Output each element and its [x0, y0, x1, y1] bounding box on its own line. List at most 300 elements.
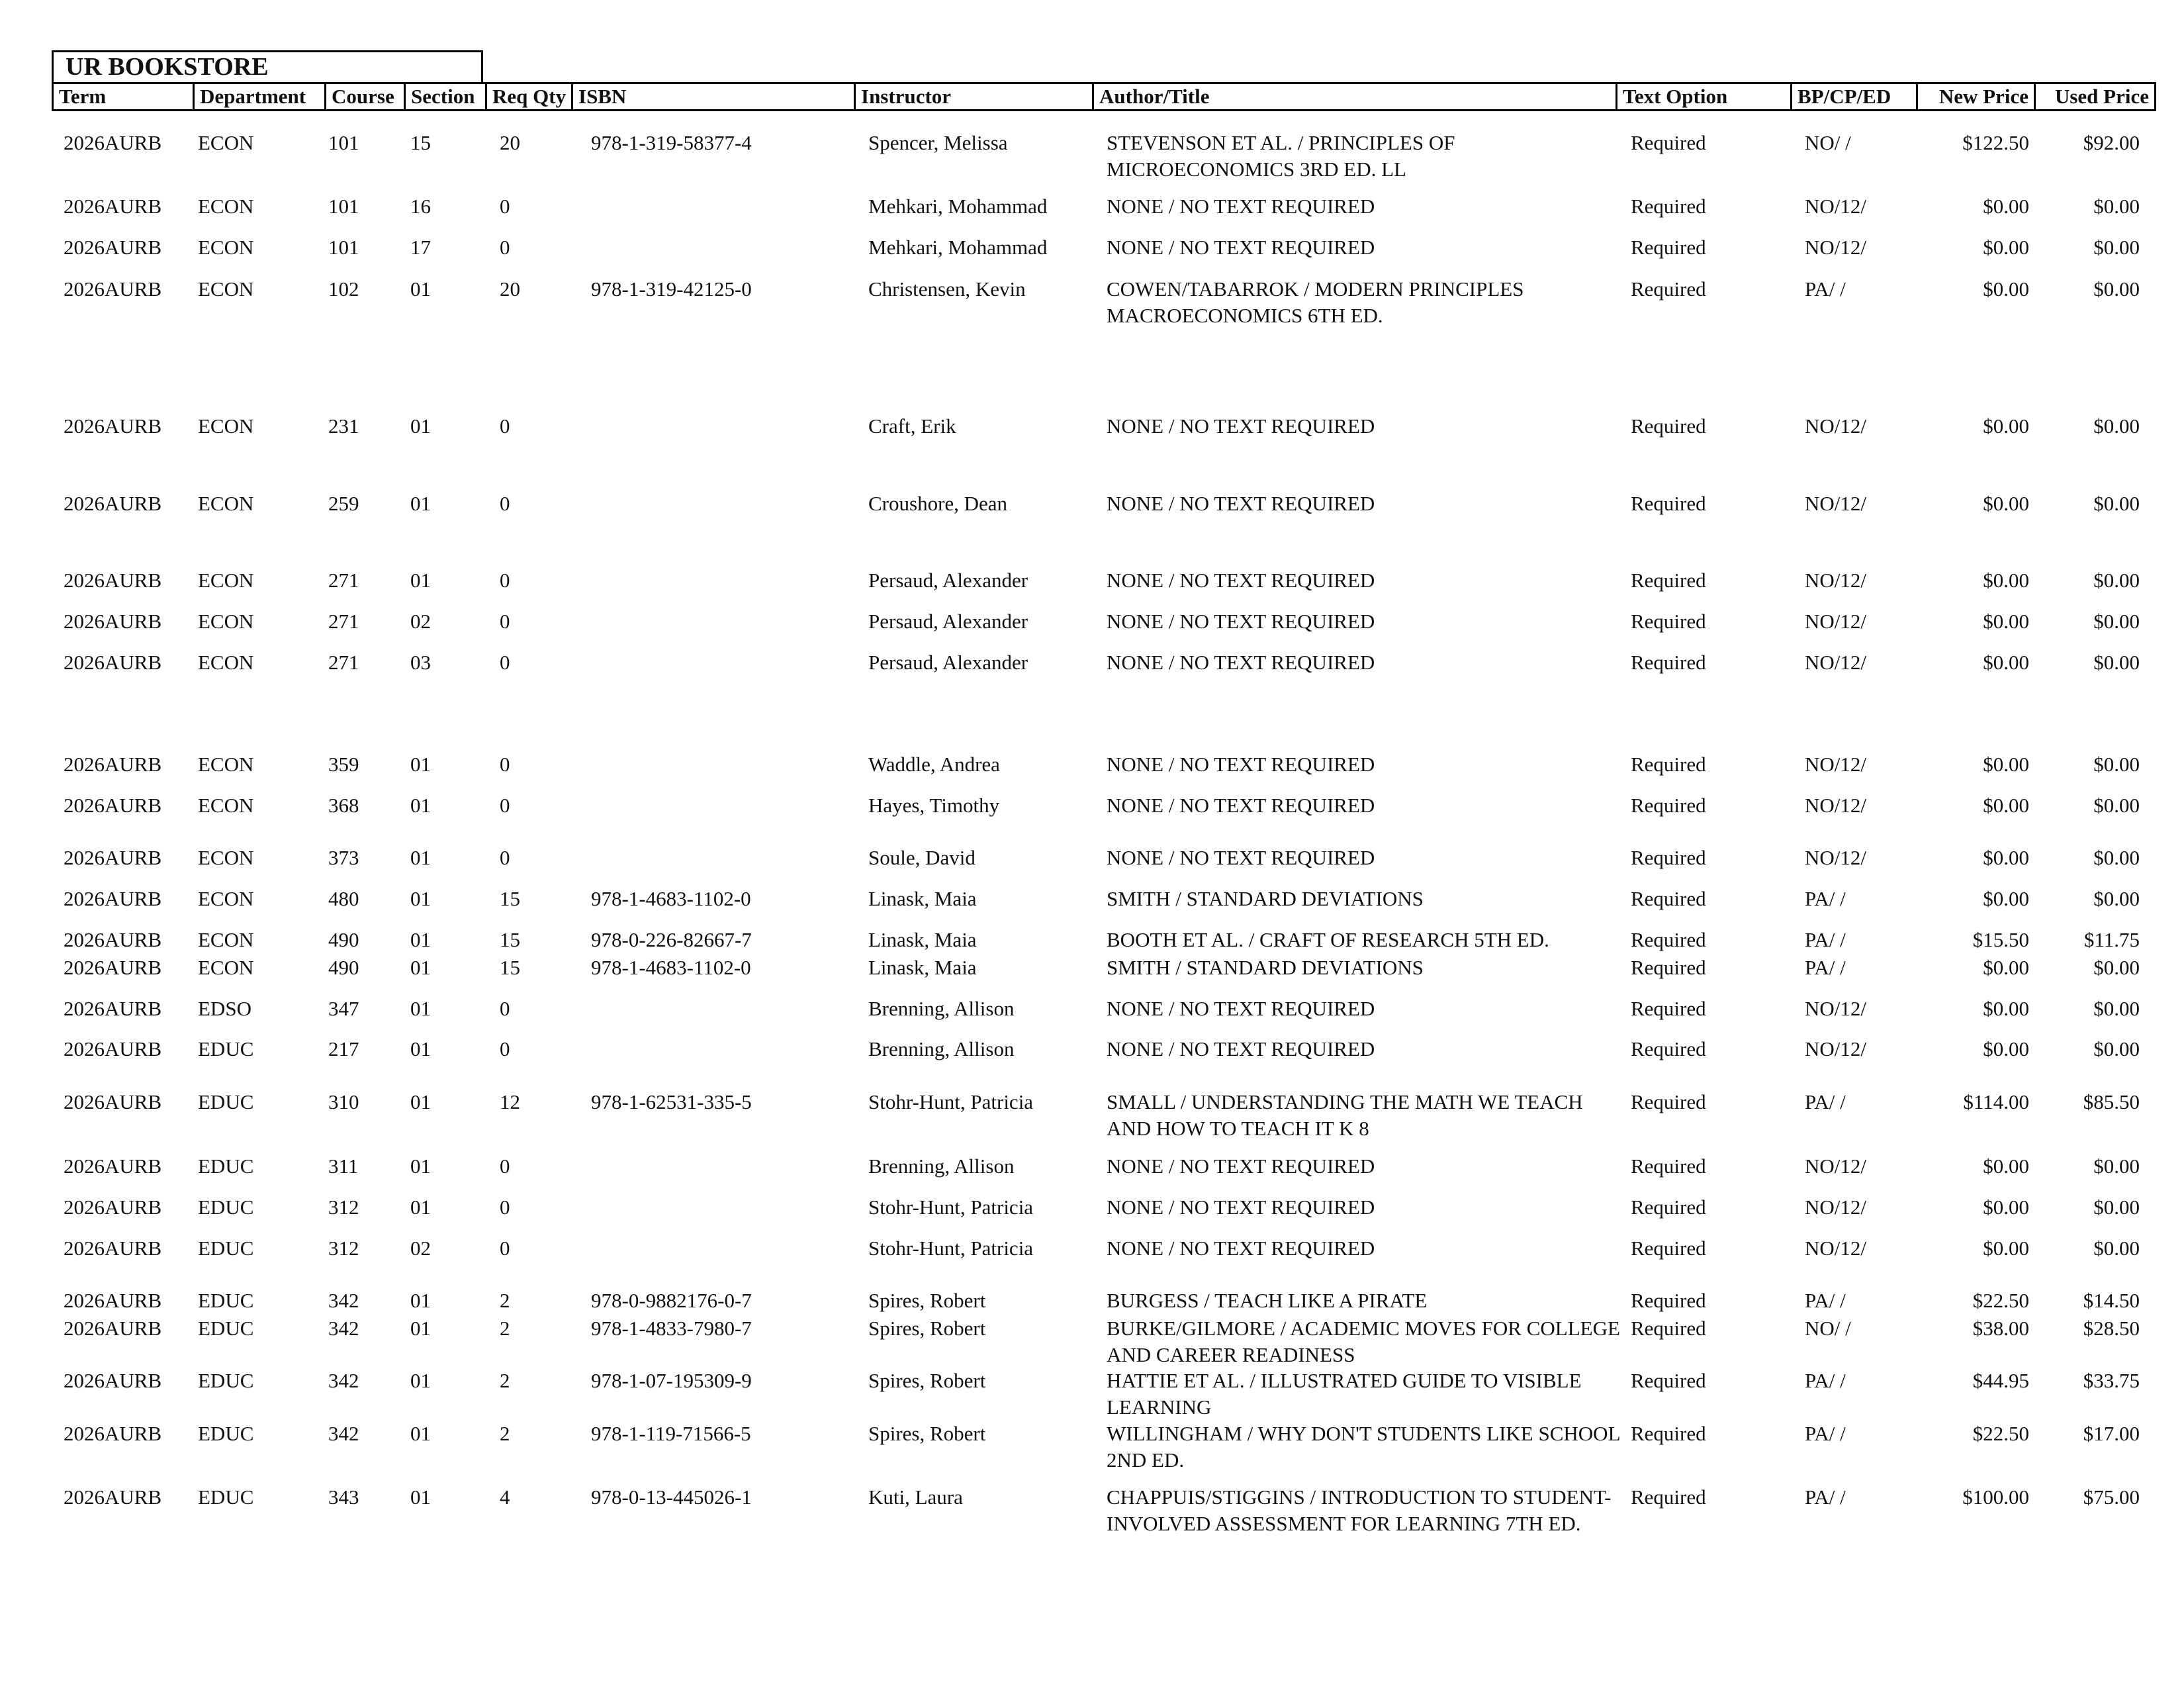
- cell-new-price: $0.00: [1983, 794, 2029, 817]
- cell-author-title: SMITH / STANDARD DEVIATIONS: [1107, 956, 1424, 979]
- cell-department: ECON: [198, 131, 254, 154]
- cell-text-option: Required: [1631, 1485, 1706, 1509]
- cell-section: 01: [410, 753, 431, 776]
- cell-bp-cp-ed: NO/12/: [1805, 236, 1866, 259]
- cell-course: 347: [328, 997, 359, 1020]
- cell-department: ECON: [198, 651, 254, 674]
- cell-author-title: NONE / NO TEXT REQUIRED: [1107, 195, 1375, 218]
- cell-section: 01: [410, 887, 431, 910]
- cell-course: 480: [328, 887, 359, 910]
- cell-section: 01: [410, 1196, 431, 1219]
- cell-section: 01: [410, 569, 431, 592]
- cell-instructor: Stohr-Hunt, Patricia: [868, 1090, 1034, 1113]
- cell-bp-cp-ed: NO/12/: [1805, 1154, 1866, 1178]
- cell-section: 02: [410, 610, 431, 633]
- cell-section: 01: [410, 846, 431, 869]
- cell-department: ECON: [198, 236, 254, 259]
- cell-used-price: $0.00: [2093, 846, 2140, 869]
- cell-author-title: NONE / NO TEXT REQUIRED: [1107, 569, 1375, 592]
- cell-text-option: Required: [1631, 277, 1706, 301]
- cell-section: 01: [410, 1037, 431, 1060]
- cell-text-option: Required: [1631, 928, 1706, 951]
- cell-instructor: Hayes, Timothy: [868, 794, 1000, 817]
- header-course: Course: [324, 84, 404, 109]
- cell-new-price: $0.00: [1983, 236, 2029, 259]
- cell-instructor: Craft, Erik: [868, 414, 956, 438]
- cell-req-qty: 0: [500, 1154, 510, 1178]
- cell-term: 2026AURB: [64, 610, 162, 633]
- cell-section: 16: [410, 195, 431, 218]
- cell-bp-cp-ed: PA/ /: [1805, 928, 1846, 951]
- cell-new-price: $0.00: [1983, 195, 2029, 218]
- cell-req-qty: 20: [500, 131, 520, 154]
- cell-section: 01: [410, 956, 431, 979]
- cell-req-qty: 0: [500, 1196, 510, 1219]
- cell-instructor: Brenning, Allison: [868, 1154, 1015, 1178]
- cell-course: 101: [328, 236, 359, 259]
- cell-term: 2026AURB: [64, 1196, 162, 1219]
- cell-used-price: $0.00: [2093, 492, 2140, 515]
- cell-term: 2026AURB: [64, 1237, 162, 1260]
- cell-isbn: 978-1-4683-1102-0: [591, 956, 751, 979]
- cell-section: 01: [410, 1369, 431, 1392]
- cell-bp-cp-ed: PA/ /: [1805, 1289, 1846, 1312]
- cell-isbn: 978-1-4833-7980-7: [591, 1317, 752, 1340]
- cell-term: 2026AURB: [64, 1317, 162, 1340]
- cell-section: 01: [410, 794, 431, 817]
- cell-author-title: NONE / NO TEXT REQUIRED: [1107, 794, 1375, 817]
- cell-term: 2026AURB: [64, 1422, 162, 1445]
- cell-instructor: Stohr-Hunt, Patricia: [868, 1237, 1034, 1260]
- cell-author-title: SMITH / STANDARD DEVIATIONS: [1107, 887, 1424, 910]
- cell-text-option: Required: [1631, 1317, 1706, 1340]
- cell-instructor: Spires, Robert: [868, 1289, 986, 1312]
- cell-req-qty: 4: [500, 1485, 510, 1509]
- cell-req-qty: 0: [500, 753, 510, 776]
- cell-term: 2026AURB: [64, 1090, 162, 1113]
- cell-isbn: 978-0-13-445026-1: [591, 1485, 752, 1509]
- cell-req-qty: 2: [500, 1422, 510, 1445]
- cell-isbn: 978-1-4683-1102-0: [591, 887, 751, 910]
- cell-text-option: Required: [1631, 956, 1706, 979]
- cell-instructor: Persaud, Alexander: [868, 651, 1028, 674]
- cell-department: ECON: [198, 794, 254, 817]
- cell-course: 342: [328, 1289, 359, 1312]
- cell-department: EDUC: [198, 1485, 254, 1509]
- cell-author-title: NONE / NO TEXT REQUIRED: [1107, 414, 1375, 438]
- cell-section: 01: [410, 1317, 431, 1340]
- cell-term: 2026AURB: [64, 887, 162, 910]
- cell-author-title: NONE / NO TEXT REQUIRED: [1107, 753, 1375, 776]
- cell-bp-cp-ed: NO/12/: [1805, 1237, 1866, 1260]
- cell-author-title: STEVENSON ET AL. / PRINCIPLES OF MICROECONOMICS 3RD ED. LL: [1107, 131, 1455, 181]
- cell-text-option: Required: [1631, 414, 1706, 438]
- cell-instructor: Linask, Maia: [868, 928, 977, 951]
- cell-new-price: $122.50: [1962, 131, 2029, 154]
- cell-new-price: $38.00: [1972, 1317, 2029, 1340]
- cell-author-title: CHAPPUIS/STIGGINS / INTRODUCTION TO STUDENT-INVOLVED ASSESSMENT FOR LEARNING 7TH ED.: [1107, 1485, 1612, 1535]
- cell-text-option: Required: [1631, 753, 1706, 776]
- cell-course: 373: [328, 846, 359, 869]
- cell-term: 2026AURB: [64, 277, 162, 301]
- cell-req-qty: 2: [500, 1369, 510, 1392]
- cell-used-price: $0.00: [2093, 236, 2140, 259]
- cell-bp-cp-ed: PA/ /: [1805, 1485, 1846, 1509]
- cell-req-qty: 0: [500, 195, 510, 218]
- cell-text-option: Required: [1631, 236, 1706, 259]
- cell-course: 311: [328, 1154, 359, 1178]
- cell-req-qty: 15: [500, 956, 520, 979]
- cell-course: 271: [328, 651, 359, 674]
- cell-term: 2026AURB: [64, 1154, 162, 1178]
- cell-new-price: $22.50: [1972, 1422, 2029, 1445]
- cell-author-title: WILLINGHAM / WHY DON'T STUDENTS LIKE SCHOOL 2ND ED.: [1107, 1422, 1620, 1472]
- cell-used-price: $17.00: [2083, 1422, 2140, 1445]
- cell-new-price: $100.00: [1962, 1485, 2029, 1509]
- cell-department: ECON: [198, 887, 254, 910]
- cell-text-option: Required: [1631, 846, 1706, 869]
- cell-used-price: $0.00: [2093, 610, 2140, 633]
- header-new-price: New Price: [1916, 84, 2034, 109]
- cell-instructor: Persaud, Alexander: [868, 569, 1028, 592]
- cell-department: ECON: [198, 753, 254, 776]
- cell-used-price: $0.00: [2093, 794, 2140, 817]
- cell-new-price: $0.00: [1983, 997, 2029, 1020]
- cell-term: 2026AURB: [64, 195, 162, 218]
- cell-department: EDUC: [198, 1422, 254, 1445]
- cell-bp-cp-ed: NO/12/: [1805, 569, 1866, 592]
- cell-author-title: BURKE/GILMORE / ACADEMIC MOVES FOR COLLEGE AND CAREER READINESS: [1107, 1317, 1620, 1366]
- cell-bp-cp-ed: NO/ /: [1805, 131, 1851, 154]
- cell-instructor: Linask, Maia: [868, 956, 977, 979]
- cell-department: ECON: [198, 569, 254, 592]
- header-text-option: Text Option: [1615, 84, 1790, 109]
- cell-author-title: NONE / NO TEXT REQUIRED: [1107, 610, 1375, 633]
- cell-text-option: Required: [1631, 610, 1706, 633]
- cell-instructor: Brenning, Allison: [868, 1037, 1015, 1060]
- cell-text-option: Required: [1631, 1196, 1706, 1219]
- cell-course: 359: [328, 753, 359, 776]
- cell-new-price: $0.00: [1983, 956, 2029, 979]
- cell-course: 259: [328, 492, 359, 515]
- cell-req-qty: 0: [500, 236, 510, 259]
- cell-department: EDUC: [198, 1317, 254, 1340]
- cell-term: 2026AURB: [64, 1037, 162, 1060]
- cell-bp-cp-ed: NO/12/: [1805, 195, 1866, 218]
- cell-new-price: $0.00: [1983, 887, 2029, 910]
- cell-used-price: $0.00: [2093, 277, 2140, 301]
- cell-section: 01: [410, 414, 431, 438]
- cell-section: 17: [410, 236, 431, 259]
- cell-section: 01: [410, 1485, 431, 1509]
- cell-term: 2026AURB: [64, 997, 162, 1020]
- cell-used-price: $0.00: [2093, 753, 2140, 776]
- cell-author-title: NONE / NO TEXT REQUIRED: [1107, 651, 1375, 674]
- cell-department: EDUC: [198, 1289, 254, 1312]
- cell-author-title: NONE / NO TEXT REQUIRED: [1107, 236, 1375, 259]
- cell-text-option: Required: [1631, 195, 1706, 218]
- cell-course: 231: [328, 414, 359, 438]
- cell-term: 2026AURB: [64, 1485, 162, 1509]
- cell-course: 102: [328, 277, 359, 301]
- page-title: UR BOOKSTORE: [52, 50, 483, 82]
- cell-course: 271: [328, 610, 359, 633]
- cell-used-price: $0.00: [2093, 1154, 2140, 1178]
- cell-course: 101: [328, 131, 359, 154]
- cell-isbn: 978-1-62531-335-5: [591, 1090, 752, 1113]
- cell-req-qty: 0: [500, 569, 510, 592]
- cell-department: ECON: [198, 277, 254, 301]
- cell-used-price: $0.00: [2093, 569, 2140, 592]
- cell-instructor: Waddle, Andrea: [868, 753, 1000, 776]
- cell-bp-cp-ed: NO/12/: [1805, 794, 1866, 817]
- cell-new-price: $0.00: [1983, 277, 2029, 301]
- cell-req-qty: 20: [500, 277, 520, 301]
- cell-instructor: Stohr-Hunt, Patricia: [868, 1196, 1034, 1219]
- cell-course: 343: [328, 1485, 359, 1509]
- cell-section: 01: [410, 492, 431, 515]
- cell-department: EDUC: [198, 1237, 254, 1260]
- cell-bp-cp-ed: NO/12/: [1805, 610, 1866, 633]
- cell-bp-cp-ed: PA/ /: [1805, 277, 1846, 301]
- cell-term: 2026AURB: [64, 753, 162, 776]
- cell-bp-cp-ed: NO/12/: [1805, 651, 1866, 674]
- cell-bp-cp-ed: NO/12/: [1805, 846, 1866, 869]
- cell-req-qty: 0: [500, 1237, 510, 1260]
- cell-used-price: $28.50: [2083, 1317, 2140, 1340]
- cell-section: 01: [410, 277, 431, 301]
- cell-department: EDUC: [198, 1090, 254, 1113]
- cell-department: EDUC: [198, 1154, 254, 1178]
- cell-term: 2026AURB: [64, 928, 162, 951]
- cell-isbn: 978-1-319-42125-0: [591, 277, 752, 301]
- cell-used-price: $0.00: [2093, 195, 2140, 218]
- cell-new-price: $0.00: [1983, 651, 2029, 674]
- cell-bp-cp-ed: NO/12/: [1805, 1196, 1866, 1219]
- cell-text-option: Required: [1631, 1422, 1706, 1445]
- cell-section: 02: [410, 1237, 431, 1260]
- header-used-price: Used Price: [2034, 84, 2154, 109]
- cell-term: 2026AURB: [64, 956, 162, 979]
- cell-isbn: 978-1-07-195309-9: [591, 1369, 752, 1392]
- cell-author-title: BURGESS / TEACH LIKE A PIRATE: [1107, 1289, 1428, 1312]
- cell-new-price: $0.00: [1983, 1237, 2029, 1260]
- cell-used-price: $0.00: [2093, 887, 2140, 910]
- cell-term: 2026AURB: [64, 492, 162, 515]
- cell-req-qty: 2: [500, 1317, 510, 1340]
- cell-course: 271: [328, 569, 359, 592]
- cell-text-option: Required: [1631, 569, 1706, 592]
- cell-instructor: Spires, Robert: [868, 1422, 986, 1445]
- cell-course: 490: [328, 956, 359, 979]
- header-author-title: Author/Title: [1092, 84, 1615, 109]
- cell-bp-cp-ed: PA/ /: [1805, 1090, 1846, 1113]
- cell-used-price: $92.00: [2083, 131, 2140, 154]
- header-department: Department: [193, 84, 324, 109]
- cell-course: 217: [328, 1037, 359, 1060]
- cell-text-option: Required: [1631, 651, 1706, 674]
- cell-text-option: Required: [1631, 1289, 1706, 1312]
- cell-term: 2026AURB: [64, 569, 162, 592]
- cell-department: ECON: [198, 846, 254, 869]
- cell-author-title: NONE / NO TEXT REQUIRED: [1107, 1196, 1375, 1219]
- cell-text-option: Required: [1631, 997, 1706, 1020]
- cell-bp-cp-ed: NO/12/: [1805, 997, 1866, 1020]
- cell-section: 01: [410, 928, 431, 951]
- cell-used-price: $0.00: [2093, 414, 2140, 438]
- cell-instructor: Croushore, Dean: [868, 492, 1008, 515]
- cell-author-title: NONE / NO TEXT REQUIRED: [1107, 492, 1375, 515]
- cell-bp-cp-ed: NO/12/: [1805, 753, 1866, 776]
- cell-instructor: Spencer, Melissa: [868, 131, 1008, 154]
- cell-new-price: $0.00: [1983, 492, 2029, 515]
- cell-new-price: $0.00: [1983, 753, 2029, 776]
- cell-department: EDUC: [198, 1369, 254, 1392]
- cell-term: 2026AURB: [64, 651, 162, 674]
- cell-text-option: Required: [1631, 131, 1706, 154]
- cell-new-price: $0.00: [1983, 1196, 2029, 1219]
- cell-text-option: Required: [1631, 1154, 1706, 1178]
- cell-isbn: 978-1-119-71566-5: [591, 1422, 751, 1445]
- cell-used-price: $85.50: [2083, 1090, 2140, 1113]
- cell-department: EDSO: [198, 997, 251, 1020]
- cell-new-price: $0.00: [1983, 414, 2029, 438]
- cell-instructor: Soule, David: [868, 846, 976, 869]
- cell-isbn: 978-1-319-58377-4: [591, 131, 752, 154]
- cell-instructor: Spires, Robert: [868, 1369, 986, 1392]
- cell-department: EDUC: [198, 1196, 254, 1219]
- cell-instructor: Brenning, Allison: [868, 997, 1015, 1020]
- cell-new-price: $0.00: [1983, 1154, 2029, 1178]
- cell-course: 310: [328, 1090, 359, 1113]
- cell-term: 2026AURB: [64, 131, 162, 154]
- cell-bp-cp-ed: NO/12/: [1805, 492, 1866, 515]
- cell-author-title: HATTIE ET AL. / ILLUSTRATED GUIDE TO VISIBLE LEARNING: [1107, 1369, 1582, 1419]
- cell-instructor: Kuti, Laura: [868, 1485, 963, 1509]
- cell-course: 342: [328, 1369, 359, 1392]
- cell-req-qty: 0: [500, 414, 510, 438]
- cell-term: 2026AURB: [64, 1289, 162, 1312]
- cell-section: 01: [410, 1289, 431, 1312]
- cell-used-price: $14.50: [2083, 1289, 2140, 1312]
- cell-department: ECON: [198, 414, 254, 438]
- cell-req-qty: 15: [500, 887, 520, 910]
- cell-department: ECON: [198, 492, 254, 515]
- cell-req-qty: 0: [500, 997, 510, 1020]
- cell-author-title: NONE / NO TEXT REQUIRED: [1107, 1237, 1375, 1260]
- cell-course: 368: [328, 794, 359, 817]
- cell-bp-cp-ed: PA/ /: [1805, 1422, 1846, 1445]
- cell-section: 03: [410, 651, 431, 674]
- cell-isbn: 978-0-226-82667-7: [591, 928, 752, 951]
- cell-used-price: $75.00: [2083, 1485, 2140, 1509]
- cell-used-price: $11.75: [2083, 928, 2140, 951]
- cell-req-qty: 0: [500, 610, 510, 633]
- cell-text-option: Required: [1631, 1237, 1706, 1260]
- cell-term: 2026AURB: [64, 846, 162, 869]
- header-bp-cp-ed: BP/CP/ED: [1790, 84, 1916, 109]
- cell-author-title: BOOTH ET AL. / CRAFT OF RESEARCH 5TH ED.: [1107, 928, 1549, 951]
- cell-new-price: $0.00: [1983, 1037, 2029, 1060]
- cell-bp-cp-ed: NO/ /: [1805, 1317, 1851, 1340]
- cell-author-title: SMALL / UNDERSTANDING THE MATH WE TEACH AND HOW TO TEACH IT K 8: [1107, 1090, 1583, 1140]
- cell-new-price: $0.00: [1983, 610, 2029, 633]
- cell-course: 101: [328, 195, 359, 218]
- cell-new-price: $44.95: [1972, 1369, 2029, 1392]
- cell-department: EDUC: [198, 1037, 254, 1060]
- cell-req-qty: 15: [500, 928, 520, 951]
- cell-req-qty: 0: [500, 492, 510, 515]
- cell-section: 01: [410, 1422, 431, 1445]
- cell-used-price: $0.00: [2093, 1037, 2140, 1060]
- cell-term: 2026AURB: [64, 794, 162, 817]
- cell-bp-cp-ed: NO/12/: [1805, 1037, 1866, 1060]
- cell-section: 01: [410, 997, 431, 1020]
- cell-new-price: $0.00: [1983, 846, 2029, 869]
- cell-author-title: COWEN/TABARROK / MODERN PRINCIPLES MACROECONOMICS 6TH ED.: [1107, 277, 1524, 327]
- header-term: Term: [59, 85, 107, 108]
- cell-req-qty: 12: [500, 1090, 520, 1113]
- cell-instructor: Persaud, Alexander: [868, 610, 1028, 633]
- cell-course: 312: [328, 1196, 359, 1219]
- cell-text-option: Required: [1631, 1369, 1706, 1392]
- cell-text-option: Required: [1631, 1037, 1706, 1060]
- cell-used-price: $0.00: [2093, 1237, 2140, 1260]
- cell-used-price: $33.75: [2083, 1369, 2140, 1392]
- header-isbn: ISBN: [571, 84, 854, 109]
- cell-req-qty: 0: [500, 1037, 510, 1060]
- cell-text-option: Required: [1631, 794, 1706, 817]
- cell-course: 342: [328, 1317, 359, 1340]
- cell-new-price: $0.00: [1983, 569, 2029, 592]
- cell-isbn: 978-0-9882176-0-7: [591, 1289, 752, 1312]
- cell-bp-cp-ed: PA/ /: [1805, 1369, 1846, 1392]
- cell-req-qty: 2: [500, 1289, 510, 1312]
- cell-author-title: NONE / NO TEXT REQUIRED: [1107, 846, 1375, 869]
- cell-bp-cp-ed: NO/12/: [1805, 414, 1866, 438]
- cell-department: ECON: [198, 956, 254, 979]
- table-header: [52, 82, 2156, 111]
- cell-author-title: NONE / NO TEXT REQUIRED: [1107, 1037, 1375, 1060]
- cell-used-price: $0.00: [2093, 956, 2140, 979]
- cell-bp-cp-ed: PA/ /: [1805, 887, 1846, 910]
- cell-instructor: Mehkari, Mohammad: [868, 195, 1048, 218]
- cell-term: 2026AURB: [64, 236, 162, 259]
- cell-used-price: $0.00: [2093, 997, 2140, 1020]
- header-instructor: Instructor: [854, 84, 1092, 109]
- header-section: Section: [404, 84, 485, 109]
- cell-section: 01: [410, 1090, 431, 1113]
- cell-department: ECON: [198, 928, 254, 951]
- cell-new-price: $15.50: [1972, 928, 2029, 951]
- cell-text-option: Required: [1631, 1090, 1706, 1113]
- cell-term: 2026AURB: [64, 1369, 162, 1392]
- cell-req-qty: 0: [500, 651, 510, 674]
- cell-section: 15: [410, 131, 431, 154]
- cell-new-price: $22.50: [1972, 1289, 2029, 1312]
- cell-course: 490: [328, 928, 359, 951]
- cell-instructor: Spires, Robert: [868, 1317, 986, 1340]
- cell-bp-cp-ed: PA/ /: [1805, 956, 1846, 979]
- cell-used-price: $0.00: [2093, 651, 2140, 674]
- cell-author-title: NONE / NO TEXT REQUIRED: [1107, 997, 1375, 1020]
- header-req-qty: Req Qty: [485, 84, 571, 109]
- cell-instructor: Linask, Maia: [868, 887, 977, 910]
- cell-department: ECON: [198, 195, 254, 218]
- cell-req-qty: 0: [500, 794, 510, 817]
- cell-author-title: NONE / NO TEXT REQUIRED: [1107, 1154, 1375, 1178]
- cell-instructor: Christensen, Kevin: [868, 277, 1026, 301]
